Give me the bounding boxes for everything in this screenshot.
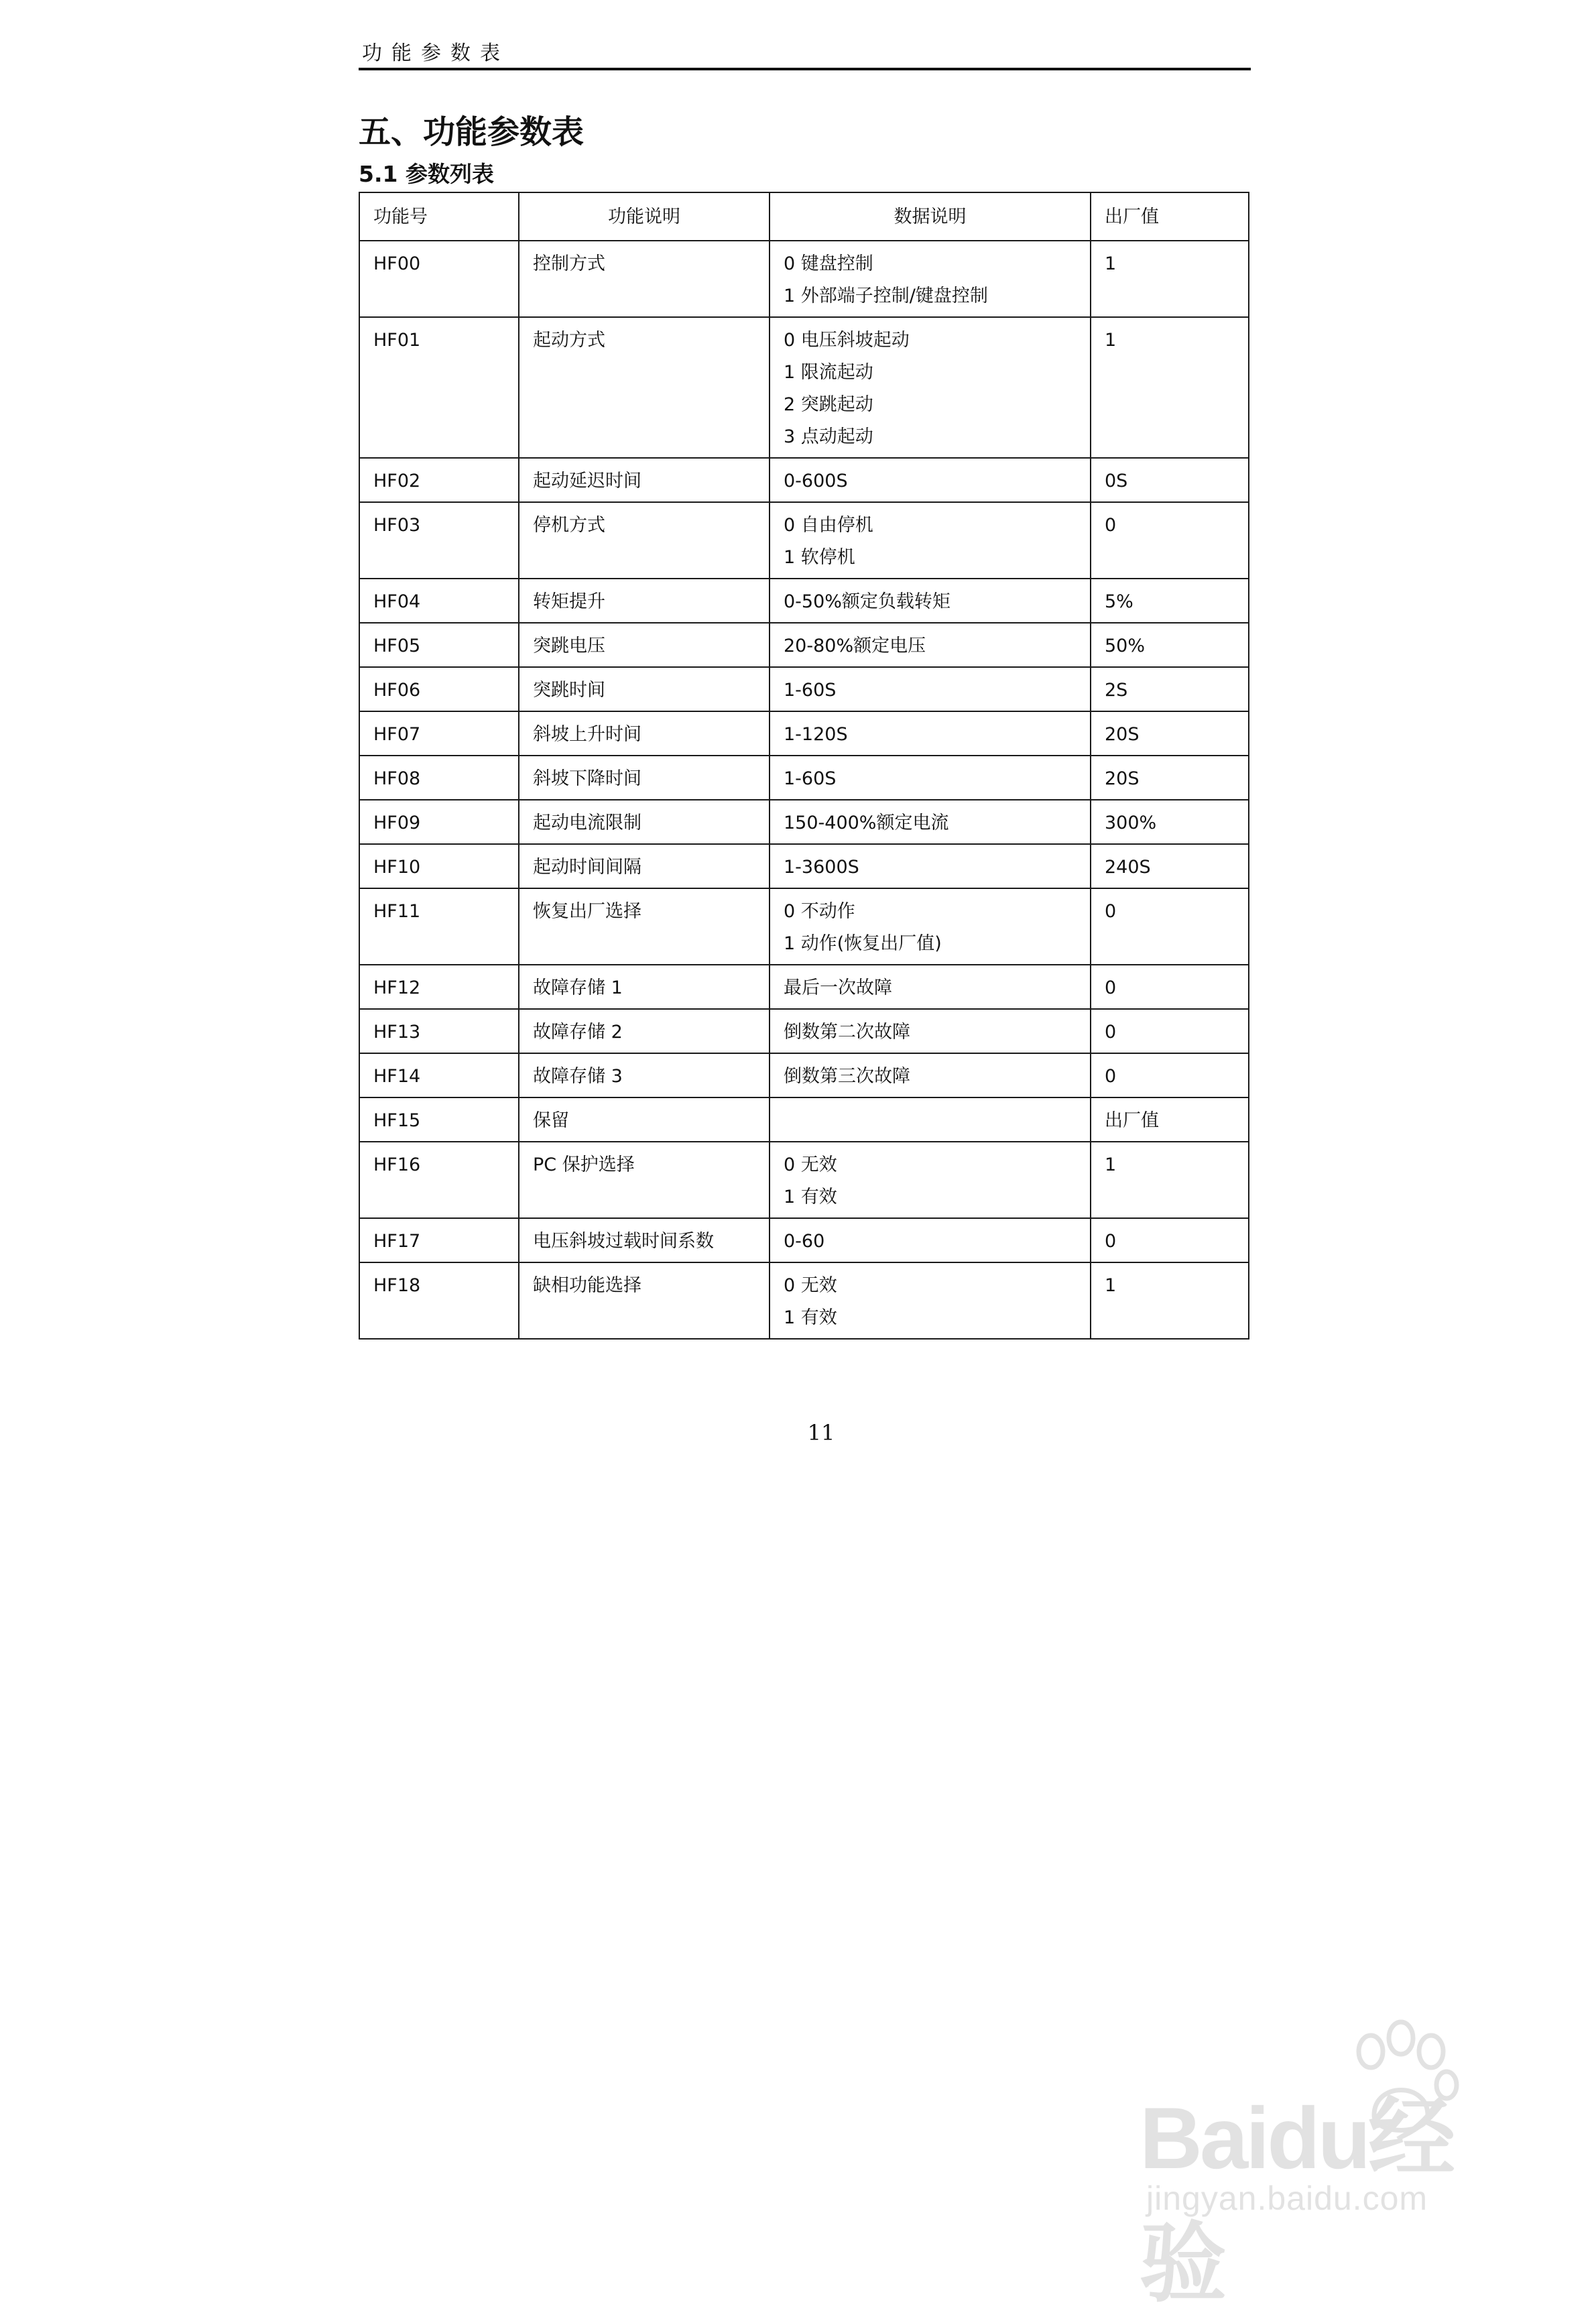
header-code: 功能号	[359, 192, 519, 241]
param-code-cell: HF02	[359, 458, 519, 502]
param-code-cell: HF07	[359, 711, 519, 756]
param-function-cell: 故障存储 1	[519, 965, 770, 1009]
param-data-line: 1 软停机	[784, 547, 855, 568]
baidu-jingyan-watermark	[1140, 2015, 1522, 2312]
param-function-cell: 停机方式	[519, 502, 770, 579]
table-row	[359, 579, 1249, 623]
header-data: 数据说明	[770, 192, 1091, 241]
param-function-cell: 起动时间间隔	[519, 844, 770, 888]
param-data-line: 20-80%额定电压	[784, 636, 926, 656]
param-data-line: 1-3600S	[784, 857, 859, 878]
param-function-cell: PC 保护选择	[519, 1142, 770, 1218]
param-data-line: 倒数第二次故障	[784, 1022, 910, 1043]
param-default-cell: 出厂值	[1091, 1097, 1249, 1142]
param-code-cell: HF06	[359, 667, 519, 711]
param-data-cell	[770, 965, 1091, 1009]
table-row	[359, 965, 1249, 1009]
param-data-line: 1-60S	[784, 768, 837, 789]
table-row	[359, 1262, 1249, 1339]
param-code-cell: HF10	[359, 844, 519, 888]
param-code-cell: HF08	[359, 756, 519, 800]
param-default-cell: 240S	[1091, 844, 1249, 888]
param-data-line: 1 有效	[784, 1187, 837, 1207]
param-function-cell: 缺相功能选择	[519, 1262, 770, 1339]
param-data-line: 1 动作(恢复出厂值)	[784, 933, 942, 954]
table-row	[359, 458, 1249, 502]
param-data-cell	[770, 458, 1091, 502]
param-default-cell: 1	[1091, 1262, 1249, 1339]
param-default-cell: 1	[1091, 317, 1249, 458]
param-code-cell: HF14	[359, 1053, 519, 1097]
table-row	[359, 711, 1249, 756]
param-data-cell	[770, 579, 1091, 623]
param-default-cell: 0	[1091, 965, 1249, 1009]
param-data-cell	[770, 667, 1091, 711]
param-data-line	[784, 1105, 1077, 1137]
param-data-cell	[770, 1142, 1091, 1218]
param-default-cell: 50%	[1091, 623, 1249, 667]
param-code-cell: HF12	[359, 965, 519, 1009]
table-row	[359, 1009, 1249, 1053]
param-function-cell: 斜坡上升时间	[519, 711, 770, 756]
header-default: 出厂值	[1091, 192, 1249, 241]
table-row	[359, 1097, 1249, 1142]
param-data-cell	[770, 1097, 1091, 1142]
param-function-cell: 起动电流限制	[519, 800, 770, 844]
table-header-row	[359, 192, 1249, 241]
param-code-cell: HF17	[359, 1218, 519, 1262]
param-data-cell	[770, 241, 1091, 317]
param-function-cell: 起动方式	[519, 317, 770, 458]
param-data-cell	[770, 844, 1091, 888]
page-number: 11	[807, 1420, 835, 1445]
parameter-table	[359, 192, 1249, 1340]
param-data-line: 1 限流起动	[784, 362, 873, 383]
param-function-cell: 起动延迟时间	[519, 458, 770, 502]
param-data-cell	[770, 888, 1091, 965]
param-default-cell: 0	[1091, 1053, 1249, 1097]
table-row	[359, 756, 1249, 800]
param-data-line: 0-50%额定负载转矩	[784, 591, 950, 612]
param-function-cell: 斜坡下降时间	[519, 756, 770, 800]
param-default-cell: 1	[1091, 241, 1249, 317]
param-function-cell: 突跳电压	[519, 623, 770, 667]
table-row	[359, 1218, 1249, 1262]
param-data-line: 1-60S	[784, 680, 837, 701]
param-default-cell: 20S	[1091, 711, 1249, 756]
param-default-cell: 300%	[1091, 800, 1249, 844]
param-function-cell: 保留	[519, 1097, 770, 1142]
param-function-cell: 突跳时间	[519, 667, 770, 711]
param-data-line: 1 外部端子控制/键盘控制	[784, 286, 988, 306]
param-default-cell: 0	[1091, 1218, 1249, 1262]
param-data-cell	[770, 317, 1091, 458]
table-row	[359, 667, 1249, 711]
param-code-cell: HF15	[359, 1097, 519, 1142]
param-data-line: 150-400%额定电流	[784, 813, 949, 833]
param-code-cell: HF11	[359, 888, 519, 965]
param-code-cell: HF01	[359, 317, 519, 458]
param-default-cell: 0	[1091, 1009, 1249, 1053]
param-data-cell	[770, 1053, 1091, 1097]
param-data-cell	[770, 1262, 1091, 1339]
param-function-cell: 故障存储 3	[519, 1053, 770, 1097]
param-function-cell: 故障存储 2	[519, 1009, 770, 1053]
param-data-cell	[770, 800, 1091, 844]
param-data-line: 3 点动起动	[784, 426, 873, 447]
param-code-cell: HF05	[359, 623, 519, 667]
param-default-cell: 0S	[1091, 458, 1249, 502]
table-row	[359, 1053, 1249, 1097]
param-code-cell: HF18	[359, 1262, 519, 1339]
header-rule	[359, 68, 1251, 70]
header-function: 功能说明	[519, 192, 770, 241]
param-function-cell: 控制方式	[519, 241, 770, 317]
table-row	[359, 241, 1249, 317]
param-data-cell	[770, 623, 1091, 667]
param-code-cell: HF00	[359, 241, 519, 317]
param-data-cell	[770, 1009, 1091, 1053]
param-data-line: 0 不动作	[784, 901, 855, 922]
param-data-line: 0 自由停机	[784, 515, 873, 536]
table-row	[359, 844, 1249, 888]
param-data-cell	[770, 711, 1091, 756]
table-row	[359, 317, 1249, 458]
watermark-logo-text: Baidu经验	[1140, 2089, 1453, 2312]
chapter-title: 五、功能参数表	[359, 113, 585, 151]
param-data-line: 1-120S	[784, 724, 848, 745]
param-function-cell: 恢复出厂选择	[519, 888, 770, 965]
param-data-line: 1 有效	[784, 1307, 837, 1328]
param-data-line: 0-600S	[784, 471, 848, 491]
param-code-cell: HF03	[359, 502, 519, 579]
param-code-cell: HF09	[359, 800, 519, 844]
param-data-cell	[770, 756, 1091, 800]
param-data-line: 0 无效	[784, 1275, 837, 1296]
param-data-line: 0 电压斜坡起动	[784, 330, 910, 351]
param-function-cell: 电压斜坡过载时间系数	[519, 1218, 770, 1262]
param-default-cell: 2S	[1091, 667, 1249, 711]
table-row	[359, 1142, 1249, 1218]
param-default-cell: 20S	[1091, 756, 1249, 800]
param-data-line: 0 无效	[784, 1154, 837, 1175]
watermark-url: jingyan.baidu.com	[1146, 2180, 1428, 2217]
param-data-cell	[770, 1218, 1091, 1262]
param-data-line: 倒数第三次故障	[784, 1066, 910, 1087]
table-row	[359, 888, 1249, 965]
table-body	[359, 241, 1249, 1339]
param-default-cell: 0	[1091, 888, 1249, 965]
param-code-cell: HF04	[359, 579, 519, 623]
param-code-cell: HF13	[359, 1009, 519, 1053]
param-code-cell: HF16	[359, 1142, 519, 1218]
param-default-cell: 0	[1091, 502, 1249, 579]
param-default-cell: 1	[1091, 1142, 1249, 1218]
table-row	[359, 502, 1249, 579]
param-data-line: 2 突跳起动	[784, 394, 873, 415]
param-data-line: 0 键盘控制	[784, 253, 873, 274]
param-default-cell: 5%	[1091, 579, 1249, 623]
table-row	[359, 623, 1249, 667]
paw-logo-icon	[1334, 2015, 1468, 2142]
param-data-line: 最后一次故障	[784, 977, 892, 998]
table-row	[359, 800, 1249, 844]
param-data-line: 0-60	[784, 1231, 825, 1252]
running-header: 功能参数表	[362, 42, 509, 65]
param-data-cell	[770, 502, 1091, 579]
section-title: 5.1 参数列表	[359, 161, 494, 187]
param-function-cell: 转矩提升	[519, 579, 770, 623]
